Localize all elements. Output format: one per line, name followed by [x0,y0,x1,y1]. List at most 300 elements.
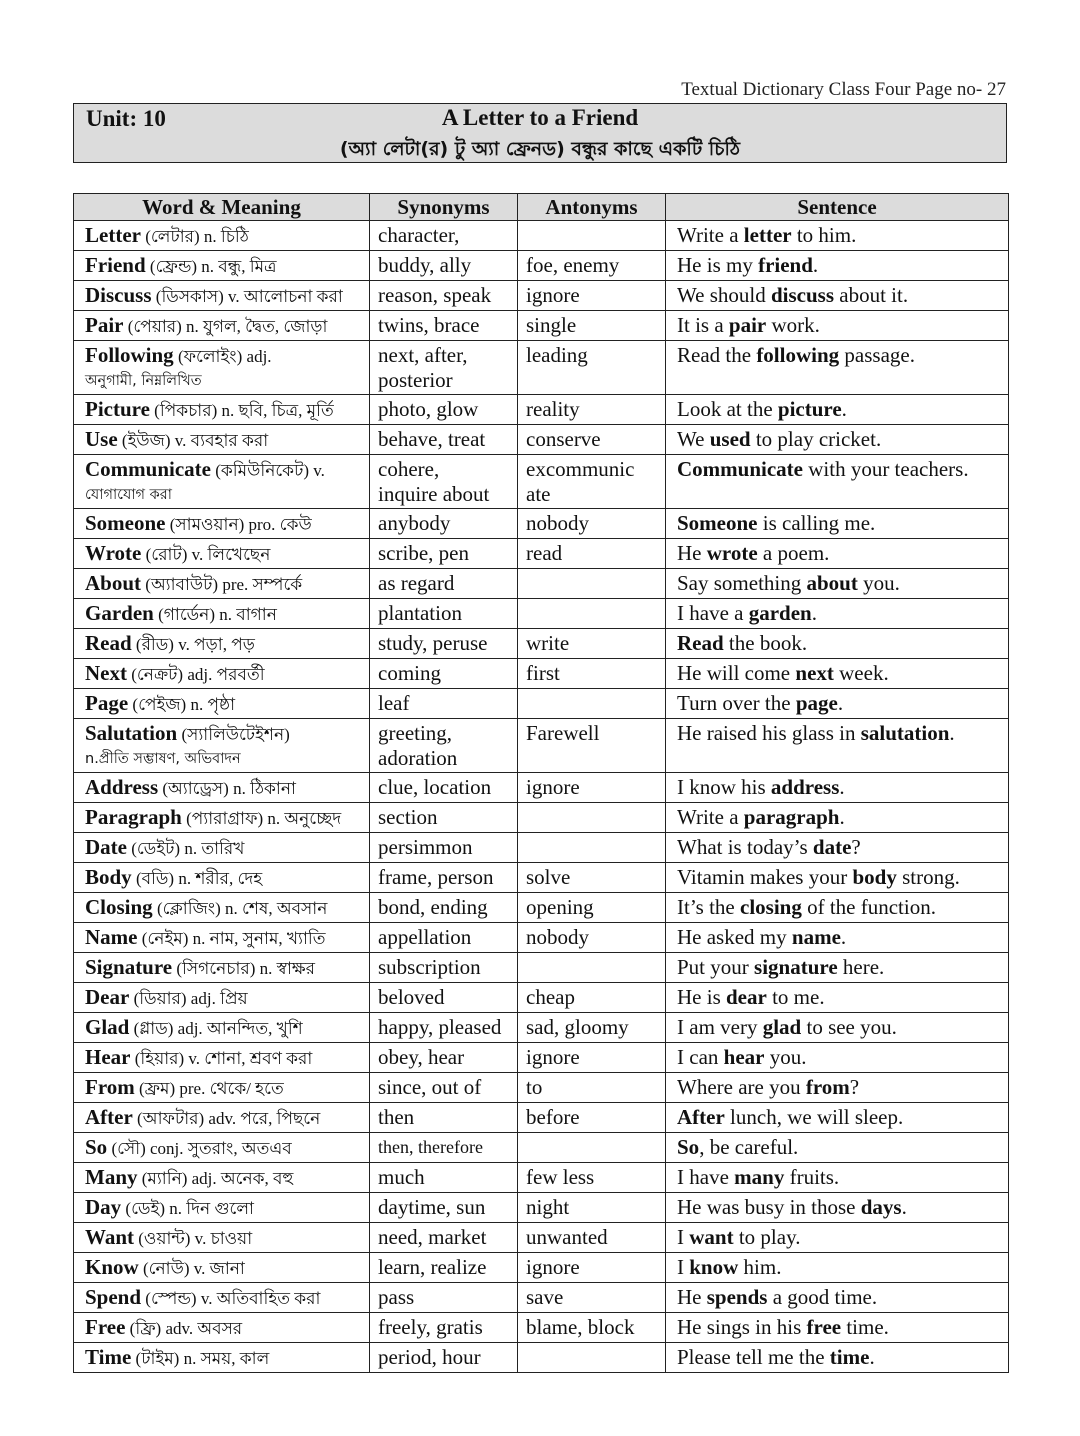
headword: Discuss [85,283,152,307]
antonyms-text: blame, block [526,1315,635,1339]
sentence-cell [666,689,1009,719]
pronunciation-meaning: (স্যালিউটেইশন) [177,725,290,744]
antonyms-text: few less [526,1165,595,1189]
table-row [74,1073,1009,1103]
antonyms-cell [518,689,666,719]
sentence-keyword: know [689,1255,739,1279]
table-row [74,1163,1009,1193]
synonyms-text: behave, treat [378,427,486,451]
synonyms-cell [370,863,518,893]
synonyms-text: since, out of [378,1075,482,1099]
sentence-cell [666,281,1009,311]
antonyms-cell [518,803,666,833]
synonyms-cell [370,833,518,863]
sentence-cell [666,953,1009,983]
antonyms-cell [518,659,666,689]
pronunciation-meaning: (কমিউনিকেট) v. [210,461,325,480]
synonyms-text: anybody [378,511,451,535]
synonyms-cell [370,719,518,773]
synonyms-cell [370,1343,518,1373]
headword: Read [85,631,132,655]
sentence-pre: He [677,541,707,565]
sentence-cell [666,923,1009,953]
headword: Body [85,865,132,889]
antonyms-cell [518,773,666,803]
antonyms-cell [518,281,666,311]
synonyms-text: cohere, [378,457,440,481]
sentence-cell [666,1343,1009,1373]
antonyms-cell [518,1163,666,1193]
headword: Want [85,1225,135,1249]
word-meaning-cell [74,1223,370,1253]
sentence-post: . [840,925,847,949]
sentence-keyword: spends [706,1285,768,1309]
sentence-post: . [811,601,817,625]
table-row [74,1343,1009,1373]
synonyms-cell [370,659,518,689]
table-row [74,455,1009,509]
synonyms-cell [370,539,518,569]
sentence-post: time. [841,1315,889,1339]
sentence-pre: Say something [677,571,807,595]
headword: Hear [85,1045,131,1069]
sentence-cell [666,539,1009,569]
sentence-pre: He was busy in those [677,1195,861,1219]
pronunciation-meaning: (পেইজ) n. পৃষ্ঠা [128,695,236,714]
synonyms-text: obey, hear [378,1045,465,1069]
sentence-post: week. [833,661,889,685]
sentence-cell [666,341,1009,395]
word-meaning-cell [74,425,370,455]
antonyms-cell [518,719,666,773]
header-sentence: Sentence [666,194,1009,221]
sentence-keyword: After [677,1105,725,1129]
sentence-post: , be careful. [699,1135,799,1159]
pronunciation-meaning: (সামওয়ান) pro. কেউ [165,515,312,534]
sentence-keyword: wrote [706,541,758,565]
synonyms-text: pass [378,1285,415,1309]
headword: Know [85,1255,139,1279]
sentence-pre: I have [677,1165,735,1189]
sentence-keyword: signature [754,955,838,979]
sentence-pre: I [677,1255,690,1279]
pronunciation-meaning: (ওয়ান্ট) v. চাওয়া [134,1229,253,1248]
sentence-pre: He is my [677,253,759,277]
antonyms-text: ignore [526,283,580,307]
pronunciation-meaning: (ডেই) n. দিন গুলো [121,1199,254,1218]
headword: Friend [85,253,146,277]
sentence-cell [666,803,1009,833]
synonyms-cell [370,803,518,833]
sentence-keyword: hear [723,1045,765,1069]
word-meaning-cell [74,629,370,659]
pronunciation-meaning: (রোট) v. লিখেছেন [141,545,271,564]
headword: Next [85,661,127,685]
word-meaning-cell [74,773,370,803]
synonyms-cell [370,281,518,311]
synonyms-text: learn, realize [378,1255,487,1279]
synonyms-text: then, therefore [378,1137,483,1157]
sentence-cell [666,833,1009,863]
sentence-keyword: many [734,1165,785,1189]
word-meaning-cell [74,251,370,281]
synonyms-cell [370,983,518,1013]
antonyms-cell [518,863,666,893]
word-meaning-cell [74,1163,370,1193]
meaning-line-2: যোগাযোগ করা [85,487,172,503]
pronunciation-meaning: (গার্ডেন) n. বাগান [153,605,277,624]
headword: Free [85,1315,126,1339]
word-meaning-cell [74,659,370,689]
sentence-keyword: glad [762,1015,802,1039]
sentence-keyword: from [805,1075,850,1099]
synonyms-cell [370,1133,518,1163]
word-meaning-cell [74,1133,370,1163]
sentence-keyword: pair [728,313,767,337]
headword: Pair [85,313,124,337]
headword: Day [85,1195,122,1219]
synonyms-cell [370,599,518,629]
sentence-cell [666,395,1009,425]
sentence-post: you. [764,1045,807,1069]
table-row [74,281,1009,311]
antonyms-cell [518,569,666,599]
table-row [74,983,1009,1013]
table-row [74,659,1009,689]
headword: From [85,1075,135,1099]
headword: Many [85,1165,138,1189]
sentence-pre: He will come [677,661,796,685]
sentence-cell [666,1133,1009,1163]
pronunciation-meaning: (অ্যাবাউট) pre. সম্পর্কে [141,575,303,594]
sentence-post: to him. [791,223,857,247]
sentence-pre: I can [677,1045,724,1069]
sentence-cell [666,659,1009,689]
pronunciation-meaning: (লেটার) n. চিঠি [140,227,249,246]
antonyms-cell [518,1193,666,1223]
word-meaning-cell [74,803,370,833]
sentence-cell [666,1043,1009,1073]
sentence-pre: What is today’s [677,835,813,859]
synonyms-text: study, peruse [378,631,488,655]
pronunciation-meaning: (নেইম) n. নাম, সুনাম, খ্যাতি [137,929,326,948]
antonyms-text: leading [526,343,588,367]
sentence-post: to play cricket. [750,427,882,451]
antonyms-cell [518,893,666,923]
pronunciation-meaning: (পিকচার) n. ছবি, চিত্র, মূর্তি [149,401,334,420]
antonyms-text: read [526,541,563,565]
table-row [74,803,1009,833]
antonyms-text: to [526,1075,543,1099]
synonyms-text: subscription [378,955,481,979]
antonyms-text: conserve [526,427,601,451]
synonyms-cell [370,1163,518,1193]
sentence-cell [666,509,1009,539]
word-meaning-cell [74,893,370,923]
table-row [74,539,1009,569]
headword: Garden [85,601,154,625]
antonyms-cell [518,425,666,455]
table-row [74,599,1009,629]
table-row [74,1223,1009,1253]
headword: Wrote [85,541,142,565]
sentence-post: passage. [839,343,915,367]
headword: Someone [85,511,166,535]
synonyms-text: twins, brace [378,313,480,337]
antonyms-text: foe, enemy [526,253,620,277]
word-meaning-cell [74,953,370,983]
sentence-cell [666,983,1009,1013]
synonyms-cell [370,953,518,983]
sentence-keyword: page [795,691,838,715]
meaning-line-2: n.প্রীতি সম্ভাষণ, অভিবাদন [85,751,241,767]
table-row [74,833,1009,863]
synonyms-text: then [378,1105,415,1129]
table-row [74,1043,1009,1073]
sentence-post: here. [837,955,885,979]
table-row [74,425,1009,455]
pronunciation-meaning: (ফলোইং) adj. [173,347,272,366]
headword: Signature [85,955,173,979]
sentence-pre: We [677,427,710,451]
sentence-keyword: want [689,1225,734,1249]
antonyms-text: first [526,661,560,685]
synonyms-cell [370,221,518,251]
antonyms-cell [518,1013,666,1043]
sentence-keyword: free [806,1315,842,1339]
sentence-pre: Where are you [677,1075,806,1099]
synonyms-text: freely, gratis [378,1315,483,1339]
word-meaning-cell [74,539,370,569]
pronunciation-meaning: (বডি) n. শরীর, দেহ [131,869,263,888]
sentence-keyword: address [770,775,840,799]
antonyms-text: cheap [526,985,575,1009]
headword: Spend [85,1285,142,1309]
synonyms-text: next, after, [378,343,468,367]
sentence-pre: I know his [677,775,771,799]
headword: So [85,1135,108,1159]
sentence-pre: Turn over the [677,691,796,715]
sentence-pre: He raised his glass in [677,721,861,745]
antonyms-text: Farewell [526,721,600,745]
table-row [74,1013,1009,1043]
table-row [74,311,1009,341]
sentence-cell [666,1253,1009,1283]
synonyms-cell [370,1253,518,1283]
sentence-cell [666,1103,1009,1133]
antonyms-cell [518,1223,666,1253]
antonyms-cell [518,833,666,863]
pronunciation-meaning: (ইউজ) v. ব্যবহার করা [117,431,269,450]
pronunciation-meaning: (সৌ) conj. সুতরাং, অতএব [107,1139,292,1158]
synonyms-cell [370,1043,518,1073]
sentence-cell [666,1223,1009,1253]
antonyms-cell [518,221,666,251]
sentence-cell [666,1283,1009,1313]
pronunciation-meaning: (ক্লোজিং) n. শেষ, অবসান [152,899,328,918]
sentence-pre: Look at the [677,397,778,421]
headword: Page [85,691,129,715]
sentence-pre: We should [677,283,771,307]
table-row [74,251,1009,281]
pronunciation-meaning: (টাইম) n. সময়, কাল [131,1349,270,1368]
sentence-keyword: friend [758,253,813,277]
headword: After [85,1105,133,1129]
table-row [74,1283,1009,1313]
sentence-pre: Write a [677,223,744,247]
synonyms-cell [370,569,518,599]
word-meaning-cell [74,1283,370,1313]
pronunciation-meaning: (প্যারাগ্রাফ) n. অনুচ্ছেদ [181,809,342,828]
antonyms-text: ignore [526,1255,580,1279]
pronunciation-meaning: (আফটার) adv. পরে, পিছনে [132,1109,321,1128]
synonyms-text: scribe, pen [378,541,469,565]
sentence-cell [666,863,1009,893]
synonyms-text: as regard [378,571,455,595]
synonyms-text: period, hour [378,1345,481,1369]
word-meaning-cell [74,281,370,311]
antonyms-cell [518,395,666,425]
headword: Dear [85,985,130,1009]
sentence-keyword: days [860,1195,902,1219]
sentence-post: to play. [733,1225,801,1249]
sentence-post: . [949,721,955,745]
word-meaning-cell [74,1313,370,1343]
table-row [74,221,1009,251]
sentence-keyword: date [812,835,852,859]
synonyms-cell [370,251,518,281]
pronunciation-meaning: (অ্যাড্রেস) n. ঠিকানা [158,779,296,798]
pronunciation-meaning: (ডিয়ার) adj. প্রিয় [129,989,248,1008]
antonyms-text: nobody [526,925,589,949]
table-row [74,1253,1009,1283]
headword: Salutation [85,721,178,745]
synonyms-text: much [378,1165,425,1189]
sentence-keyword: body [852,865,897,889]
sentence-cell [666,1073,1009,1103]
antonyms-cell [518,1073,666,1103]
sentence-pre: Please tell me the [677,1345,830,1369]
synonyms-text: leaf [378,691,410,715]
sentence-keyword: Communicate [677,457,803,481]
antonyms-text: unwanted [526,1225,608,1249]
synonyms-text: coming [378,661,441,685]
synonyms-text: happy, pleased [378,1015,502,1039]
sentence-keyword: time [829,1345,870,1369]
word-meaning-cell [74,395,370,425]
word-meaning-cell [74,1013,370,1043]
sentence-post: you. [857,571,900,595]
antonyms-text: before [526,1105,580,1129]
antonyms-cell [518,629,666,659]
antonyms-text: single [526,313,577,337]
antonyms-cell [518,923,666,953]
synonyms-text: bond, ending [378,895,488,919]
sentence-pre: He asked my [677,925,792,949]
sentence-pre: He [677,1285,707,1309]
sentence-keyword: dear [726,985,767,1009]
headword: Glad [85,1015,130,1039]
synonyms-cell [370,1013,518,1043]
word-meaning-cell [74,1073,370,1103]
sentence-keyword: name [791,925,841,949]
headword: Letter [85,223,141,247]
synonyms-cell [370,1193,518,1223]
synonyms-cell [370,1283,518,1313]
sentence-post: of the function. [801,895,936,919]
antonyms-text: nobody [526,511,589,535]
pronunciation-meaning: (স্পেন্ড) v. অতিবাহিত করা [141,1289,321,1308]
word-meaning-cell [74,689,370,719]
sentence-cell [666,719,1009,773]
sentence-post: to see you. [801,1015,897,1039]
antonyms-cell [518,251,666,281]
sentence-post: a good time. [767,1285,878,1309]
pronunciation-meaning: (গ্লাড) adj. আনন্দিত, খুশি [129,1019,303,1038]
sentence-pre: It is a [677,313,729,337]
headword: Date [85,835,127,859]
word-meaning-cell [74,341,370,395]
antonyms-text: solve [526,865,571,889]
sentence-keyword: closing [740,895,802,919]
antonyms-text: night [526,1195,570,1219]
headword: Address [85,775,159,799]
synonyms-text: character, [378,223,460,247]
headword: Communicate [85,457,211,481]
antonyms-cell [518,311,666,341]
table-row [74,1133,1009,1163]
sentence-cell [666,1313,1009,1343]
header-synonyms: Synonyms [370,194,518,221]
synonyms-cell [370,1313,518,1343]
sentence-cell [666,629,1009,659]
sentence-post: the book. [723,631,808,655]
table-row [74,569,1009,599]
antonyms-cell [518,953,666,983]
synonyms-text: clue, location [378,775,492,799]
sentence-cell [666,599,1009,629]
sentence-cell [666,1193,1009,1223]
synonyms-text: section [378,805,438,829]
pronunciation-meaning: (ম্যানি) adj. অনেক, বহু [137,1169,294,1188]
sentence-keyword: letter [743,223,792,247]
pronunciation-meaning: (সিগনেচার) n. স্বাক্ষর [172,959,316,978]
headword: Name [85,925,138,949]
synonyms-cell [370,509,518,539]
sentence-post: ? [849,1075,860,1099]
sentence-pre: I have a [677,601,749,625]
sentence-post: . [841,397,847,421]
header-word-meaning: Word & Meaning [74,194,370,221]
sentence-post: ? [851,835,861,859]
synonyms-cell [370,1223,518,1253]
sentence-pre: He sings in his [677,1315,807,1339]
sentence-cell [666,1163,1009,1193]
word-meaning-cell [74,569,370,599]
sentence-post: a poem. [757,541,830,565]
antonyms-text: excommunic [526,457,635,481]
synonyms-cell [370,923,518,953]
synonyms-text: greeting, [378,721,453,745]
sentence-post: about it. [834,283,909,307]
sentence-post: . [901,1195,907,1219]
synonyms-text: need, market [378,1225,487,1249]
table-row [74,863,1009,893]
sentence-post: lunch, we will sleep. [724,1105,904,1129]
synonyms-text: reason, speak [378,283,492,307]
table-row [74,509,1009,539]
synonyms-text: frame, person [378,865,494,889]
